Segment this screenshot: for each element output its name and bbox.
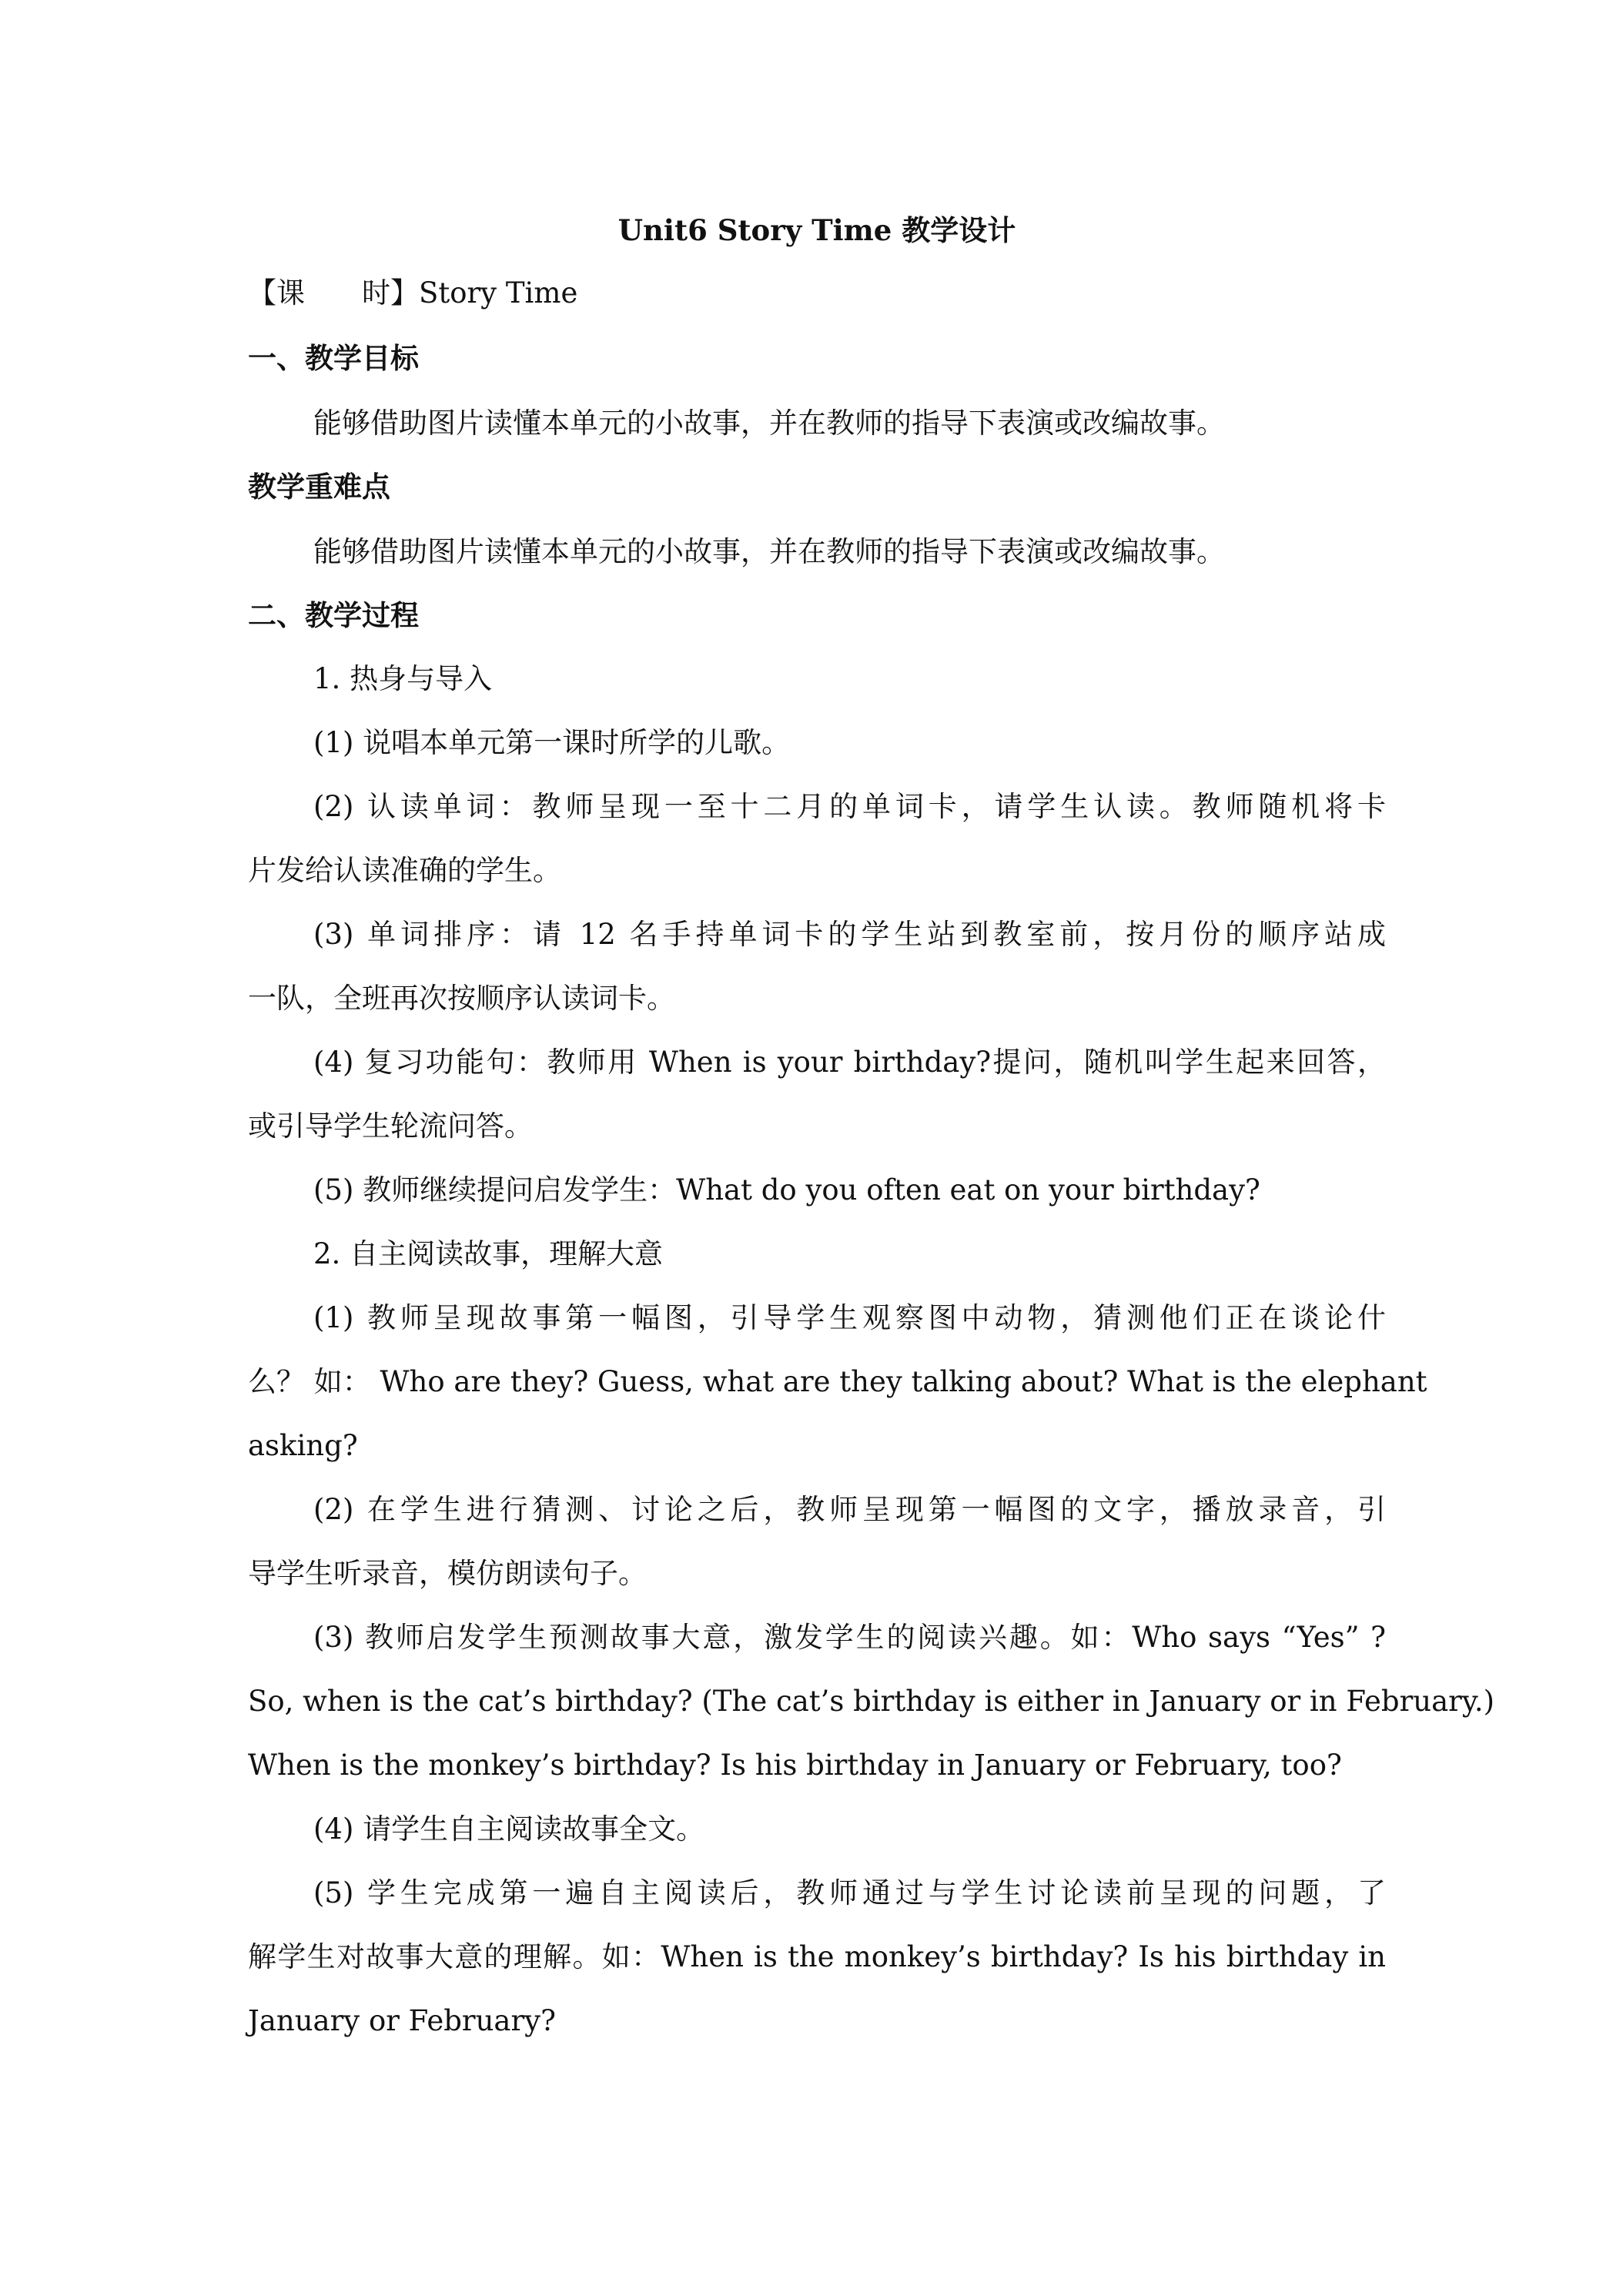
step2-item-3-line-3: When is the monkey’s birthday? Is his birthday in January or February, too? (248, 1749, 1342, 1782)
step1-item-3-line-2: 一队，全班再次按顺序认读词卡。 (248, 982, 675, 1015)
step2-title: 2. 自主阅读故事，理解大意 (313, 1237, 664, 1270)
step2-item-3-line-2: So, when is the cat’s birthday? (The cat’s birthday is either in January or in February.) (248, 1685, 1495, 1718)
step2-item-5-line-3: January or February? (248, 2004, 556, 2037)
objective-text: 能够借助图片读懂本单元的小故事，并在教师的指导下表演或改编故事。 (313, 407, 1225, 440)
step2-item-5-line-2: 解学生对故事大意的理解。如：When is the monkey’s birthday? Is his birthday in (248, 1940, 1386, 1973)
section2-heading: 二、教学过程 (248, 598, 419, 632)
step1-item-4-line-2: 或引导学生轮流问答。 (248, 1110, 533, 1143)
step2-item-1-line-1: (1) 教师呈现故事第一幅图，引导学生观察图中动物，猜测他们正在谈论什 (313, 1301, 1386, 1334)
step1-item-2-line-1: (2) 认读单词：教师呈现一至十二月的单词卡，请学生认读。教师随机将卡 (313, 790, 1386, 823)
step1-item-4-line-1: (4) 复习功能句：教师用 When is your birthday?提问，随机叫学生起来回答， (313, 1046, 1386, 1079)
step2-item-5-line-1: (5) 学生完成第一遍自主阅读后，教师通过与学生讨论读前呈现的问题，了 (313, 1876, 1386, 1909)
step2-item-1-line-3: asking? (248, 1429, 358, 1462)
step1-item-3-line-1: (3) 单词排序：请 12 名手持单词卡的学生站到教室前，按月份的顺序站成 (313, 918, 1386, 951)
lesson-label-open: 【课 (248, 276, 305, 310)
section1-heading: 一、教学目标 (248, 341, 419, 375)
step2-item-4: (4) 请学生自主阅读故事全文。 (313, 1812, 705, 1846)
lesson-value: Story Time (419, 276, 578, 310)
step2-item-3-line-1: (3) 教师启发学生预测故事大意，激发学生的阅读兴趣。如：Who says “Yes” ? (313, 1621, 1386, 1654)
step1-item-1: (1) 说唱本单元第一课时所学的儿歌。 (313, 726, 791, 759)
step1-item-2-line-2: 片发给认读准确的学生。 (248, 854, 561, 887)
keypoint-text: 能够借助图片读懂本单元的小故事，并在教师的指导下表演或改编故事。 (313, 535, 1225, 568)
lesson-line (248, 273, 577, 314)
keypoint-heading: 教学重难点 (248, 470, 390, 504)
document-title: Unit6 Story Time 教学设计 (617, 213, 1016, 247)
lesson-label-close: 时】 (362, 276, 419, 310)
step2-item-2-line-2: 导学生听录音，模仿朗读句子。 (248, 1557, 647, 1590)
step2-item-2-line-1: (2) 在学生进行猜测、讨论之后，教师呈现第一幅图的文字，播放录音，引 (313, 1493, 1386, 1526)
step1-title: 1. 热身与导入 (313, 662, 493, 695)
step2-item-1-line-2: 么？ 如： Who are they? Guess, what are they talking about? What is the elephant (248, 1365, 1427, 1398)
step1-item-5: (5) 教师继续提问启发学生：What do you often eat on your birthday? (313, 1173, 1260, 1207)
